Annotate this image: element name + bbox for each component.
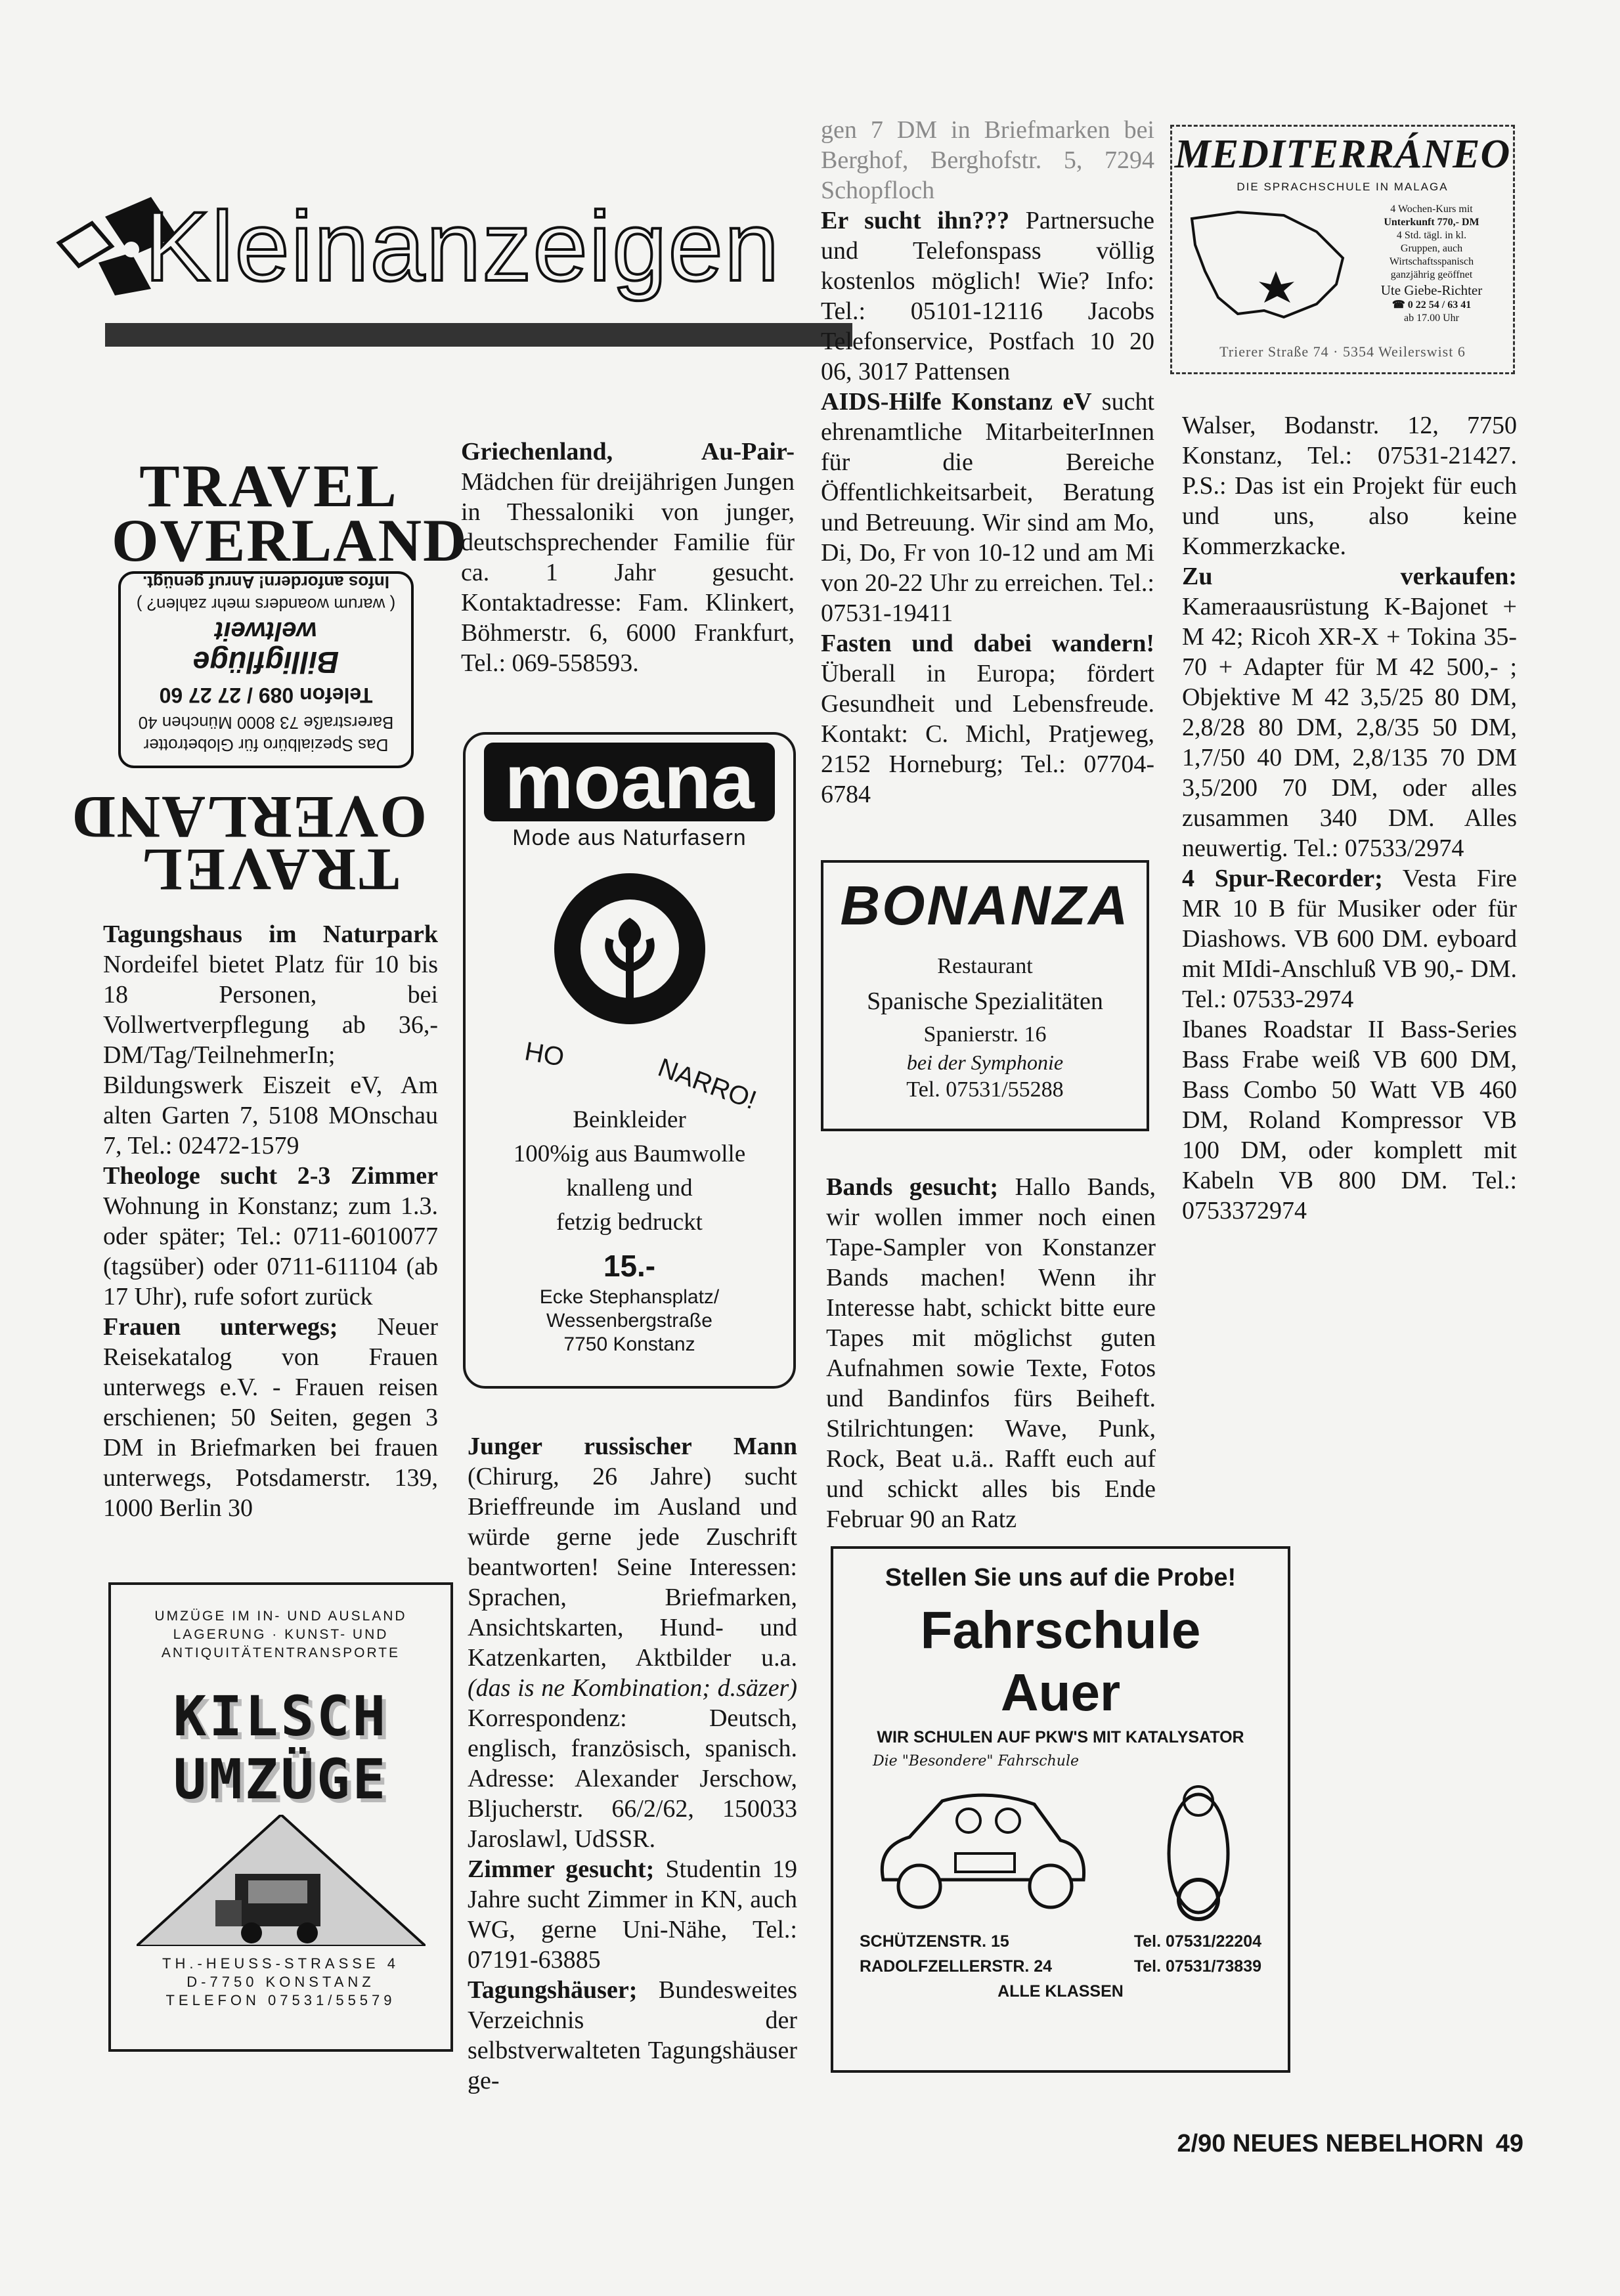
med-line: 4 Std. tägl. in kl.: [1396, 230, 1467, 241]
moana-body-line: Beinkleider: [573, 1106, 686, 1133]
entry-text: Studentin 19 Jahre sucht Zimmer in KN, auch WG, gerne Uni-Nähe, Tel.: 07191-63885: [468, 1855, 797, 1974]
entry-text: Partnersuche und Telefonspass völlig kostenlos möglich! Wie? Info: Tel.: 05101-12116 Jacobs Telefonservice, Postfach 10 20 06, 3017 Pattensen: [821, 207, 1154, 385]
classified-entry: [821, 206, 1154, 387]
med-line: ganzjährig geöffnet: [1390, 269, 1473, 280]
column-1: [103, 919, 438, 1523]
moana-body-line: 100%ig aus Baumwolle: [513, 1140, 746, 1167]
moana-body: [466, 1103, 793, 1240]
faded-continuation: gen 7 DM in Briefmarken bei Berghof, Berghofstr. 5, 7294 Schopfloch: [821, 116, 1154, 204]
entry-text: Mädchen für dreijährigen Jungen in Thessaloniki von junger, deutschsprechender Familie für ca. 1 Jahr gesucht. Kontaktadresse: Fam. Klinkert, Böhmerstr. 6, 6000 Frankfurt, Tel.: 069-558593.: [461, 468, 795, 677]
entry-head: Zimmer gesucht;: [468, 1855, 655, 1883]
entry-text: Wohnung in Konstanz; zum 1.3. oder später; Tel.: 0711-6010077 (tagsüber) oder 0711-611104 (ab 17 Uhr), rufe sofort zurück: [103, 1192, 438, 1310]
travel-title-mirror-2: OVERLAND: [70, 784, 427, 851]
travel-info-line: Barerstraße 73 8000 München 40: [138, 713, 394, 733]
kilsch-address: D-7750 KONSTANZ: [186, 1974, 375, 1990]
truck-icon: [137, 1815, 426, 1946]
classified-entry: [821, 387, 1154, 628]
entry-head: Griechenland, Au-Pair-: [461, 438, 795, 466]
mediterraneo-name: MEDITERRÁNEO: [1174, 132, 1511, 177]
bonanza-near: bei der Symphonie: [906, 1051, 1064, 1074]
spain-map-icon: [1185, 206, 1363, 330]
entry-head: Bands gesucht;: [826, 1173, 999, 1201]
moana-ad: [463, 732, 796, 1389]
mediterraneo-ad: [1170, 125, 1515, 374]
classified-entry: [468, 1854, 797, 1975]
fahrschule-subline: WIR SCHULEN AUF PKW'S MIT KATALYSATOR: [877, 1728, 1244, 1746]
kilsch-name-2: UMZÜGE: [173, 1747, 389, 1811]
classified-entry: Walser, Bodanstr. 12, 7750 Konstanz, Tel.: 07531-21427. P.S.: Das ist ein Projekt für euch und uns, also keine Kommerzkacke.: [1182, 412, 1517, 560]
kilsch-address: TH.-HEUSS-STRASSE 4: [162, 1955, 399, 1972]
moana-ho: HO: [522, 1037, 567, 1072]
bonanza-name: BONANZA: [840, 875, 1130, 936]
entry-italic: (das is ne Kombination; d.säzer): [468, 1674, 797, 1702]
moana-address-line: 7750 Konstanz: [563, 1333, 695, 1355]
fahrschule-classes: ALLE KLASSEN: [997, 1982, 1124, 2001]
moana-address: [466, 1286, 793, 1356]
footer-page-number: 49: [1495, 2130, 1523, 2157]
fahrschule-addr-1: SCHÜTZENSTR. 15: [860, 1932, 1009, 1951]
classified-entry: [1182, 561, 1517, 863]
column-3-bottom: [826, 1172, 1156, 1534]
page-title: Kleinanzeigen: [144, 191, 781, 301]
entry-head: Junger russischer Mann: [468, 1433, 797, 1460]
column-2-bottom: [468, 1431, 797, 2096]
fahrschule-name-1: Fahrschule: [920, 1601, 1201, 1659]
entry-text: Vesta Fire MR 10 B für Musiker oder für Diashows. VB 600 DM. eyboard mit MIdi-Anschluß VB 90,- DM. Tel.: 07533-2974: [1182, 865, 1517, 1013]
entry-head: AIDS-Hilfe Konstanz eV: [821, 388, 1092, 416]
travel-info-line: Das Spezialbüro für Globetrotter: [143, 735, 389, 755]
travel-mirrored-box: [118, 571, 414, 768]
moana-address-line: Wessenbergstraße: [546, 1310, 712, 1332]
page-footer: [1116, 2127, 1523, 2160]
kilsch-name-1: KILSCH: [173, 1684, 389, 1748]
classified-entry: [826, 1172, 1156, 1534]
kilsch-top-line: UMZÜGE IM IN- UND AUSLAND: [154, 1609, 407, 1624]
travel-title-mirror-1: TRAVEL: [139, 836, 399, 903]
cotton-plant-icon: [544, 863, 715, 1034]
entry-text: Korrespondenz: Deutsch, englisch, französisch, spanisch. Adresse: Alexander Jerschow, Bljucherstr. 66/2/62, 150033 Jaroslawl, UdSSR.: [468, 1704, 797, 1853]
kilsch-address: TELEFON 07531/55579: [165, 1992, 396, 2008]
fahrschule-script: Die "Besondere" Fahrschule: [873, 1753, 1080, 1769]
entry-head: 4 Spur-Recorder;: [1182, 865, 1383, 892]
classified-entry: [468, 1975, 797, 2096]
med-line: Ute Giebe-Richter: [1380, 282, 1483, 298]
travel-title-mirror: [70, 784, 427, 903]
med-line: ☎ 0 22 54 / 63 41: [1391, 299, 1472, 311]
moana-body-line: fetzig bedruckt: [556, 1209, 703, 1236]
mediterraneo-address: Trierer Straße 74 · 5354 Weilerswist 6: [1219, 343, 1466, 360]
classified-entry: [103, 1161, 438, 1312]
med-line: 4 Wochen-Kurs mit: [1390, 204, 1473, 215]
entry-text: Nordeifel bietet Platz für 10 bis 18 Personen, bei Vollwertverpflegung ab 36,- DM/Tag/TeilnehmerIn; Bildungswerk Eiszeit eV, Am alten Garten 7, 5108 MOnschau 7, Tel.: 02472-1579: [103, 951, 438, 1159]
classified-entry: [103, 919, 438, 1161]
classified-entry: [821, 628, 1154, 810]
column-4: [1182, 410, 1517, 1226]
entry-text: (Chirurg, 26 Jahre) sucht Brieffreunde im Ausland und würde gerne jede Zuschrift beantworten! Seine Interessen: Sprachen, Briefmarken, Ansichtskarten, Hund- und Katzenkarten, Aktbilder u.a.: [468, 1463, 797, 1672]
entry-text: Ibanes Roadstar II Bass-Series Bass Frabe weiß VB 600 DM, Bass Combo 50 Watt VB 460 DM, Roland Kompressor VB 100 DM, oder komplett mit Kabeln VB 800 DM. Tel.: 0753372974: [1182, 1016, 1517, 1224]
fahrschule-contact: [833, 1954, 1288, 1979]
classified-entry: [1182, 1014, 1517, 1226]
entry-text: Hallo Bands, wir wollen immer noch einen Tape-Sampler von Konstanzer Bands machen! Wenn ihr Interesse habt, schickt bitte eure Tapes mit möglichst guten Aufnahmen sowie Texte, Fotos und Bandinfos fürs Beiheft. Stilrichtungen: Wave, Punk, Rock, Beat u.ä.. Rafft euch auf und schickt alles bis Ende Februar 90 an Ratz: [826, 1173, 1156, 1533]
moana-address-line: Ecke Stephansplatz/: [539, 1286, 720, 1308]
travel-info-line: ( warum woanders mehr zahlen? ): [136, 595, 396, 615]
bonanza-tel: Tel. 07531/55288: [906, 1077, 1064, 1102]
kilsch-top-line: LAGERUNG · KUNST- UND: [173, 1627, 389, 1642]
entry-text: sucht ehrenamtliche MitarbeiterInnen für die Bereiche Öffentlichkeitsarbeit, Beratung und Betreuung. Wir sind am Mo, Di, Do, Fr von 10-12 und am Mi von 20-22 Uhr zu erreichen. Tel.: 07531-19411: [821, 388, 1154, 627]
bonanza-ad: [821, 860, 1149, 1131]
travel-info-line: weltweit: [215, 617, 317, 645]
entry-head: Frauen unterwegs;: [103, 1313, 338, 1341]
entry-head: Theologe sucht 2-3 Zimmer: [103, 1162, 438, 1190]
moana-logo: moana: [484, 743, 775, 821]
classified-entry: [103, 1312, 438, 1523]
classified-entry: [1182, 863, 1517, 1014]
med-line: ab 17.00 Uhr: [1404, 313, 1459, 324]
moana-body-line: knalleng und: [566, 1175, 693, 1202]
fahrschule-name-2: Auer: [1000, 1663, 1121, 1722]
bonanza-spec: Spanische Spezialitäten: [867, 987, 1103, 1015]
entry-head: Er sucht ihn???: [821, 207, 1010, 234]
fahrschule-contact: [833, 1929, 1288, 1954]
fahrschule-addr-2: RADOLFZELLERSTR. 24: [860, 1957, 1053, 1976]
moana-narro: NARRO!: [654, 1052, 760, 1116]
moana-tagline: Mode aus Naturfasern: [512, 825, 747, 850]
entry-head: Tagungshaus im Naturpark: [103, 921, 438, 948]
fahrschule-tel-2: Tel. 07531/73839: [1133, 1957, 1261, 1976]
kilsch-top-line: ANTIQUITÄTENTRANSPORTE: [161, 1645, 401, 1660]
med-line: Unterkunft 770,- DM: [1384, 217, 1479, 228]
mediterraneo-sub: DIE SPRACHSCHULE IN MALAGA: [1237, 181, 1449, 193]
entry-head: Tagungshäuser;: [468, 1976, 638, 2004]
entry-head: Zu verkaufen:: [1182, 563, 1517, 590]
fahrschule-auer-ad: [831, 1546, 1290, 2073]
entry-text: Bundesweites Verzeichnis der selbstverwalteten Tagungshäuser ge-: [468, 1976, 797, 2094]
fahrschule-headline: Stellen Sie uns auf die Probe!: [885, 1564, 1237, 1592]
classified-entry: [468, 1431, 797, 1854]
med-line: Gruppen, auch: [1400, 243, 1463, 254]
header: [46, 177, 808, 361]
footer-issue: 2/90 NEUES NEBELHORN: [1177, 2130, 1484, 2157]
entry-head: Fasten und dabei wandern!: [821, 630, 1154, 657]
mediterraneo-details: [1353, 203, 1510, 325]
travel-info-line: Telefon 089 / 27 27 60: [159, 683, 373, 707]
column-2-top: [461, 437, 795, 678]
kilsch-umzuege-ad: [108, 1582, 453, 2052]
entry-text: Überall in Europa; fördert Gesundheit und Lebensfreude. Kontakt: C. Michl, Pratjeweg, 2152 Horneburg; Tel.: 07704-6784: [821, 660, 1154, 808]
travel-info-line: Billigflüge: [192, 645, 339, 680]
med-line: Wirtschaftsspanisch: [1389, 256, 1474, 267]
title-underline-bar: [105, 323, 852, 347]
travel-overland-ad: [70, 452, 468, 903]
moana-price: 15.-: [603, 1249, 656, 1283]
entry-text: Kameraausrüstung K-Bajonet + M 42; Ricoh XR-X + Tokina 35-70 + Adapter für M 42 500,- ; Objektive M 42 3,5/25 80 DM, 2,8/28 80 DM, 2,8/35 50 DM, 1,7/50 40 DM, 2,8/135 70 DM 3,5/200 70 DM, oder alles zusammen 340 DM. Alles neuwertig. Tel.: 07533/2974: [1182, 593, 1517, 862]
car-cartoon-icon: [857, 1775, 1264, 1926]
travel-info-line: Infos anfordern! Anruf genügt.: [142, 573, 389, 592]
bonanza-street: Spanierstr. 16: [923, 1022, 1047, 1047]
fahrschule-tel-1: Tel. 07531/22204: [1133, 1932, 1261, 1951]
travel-title-2: OVERLAND: [112, 507, 468, 574]
column-3-top: [821, 115, 1154, 810]
classified-entry: [461, 437, 795, 678]
travel-title-1: TRAVEL: [139, 452, 399, 519]
bonanza-type: Restaurant: [937, 954, 1033, 978]
entry-text: Neuer Reisekatalog von Frauen unterwegs e.V. - Frauen reisen erschienen; 50 Seiten, gegen 3 DM in Briefmarken bei frauen unterwegs, Potsdamerstr. 139, 1000 Berlin 30: [103, 1313, 438, 1522]
